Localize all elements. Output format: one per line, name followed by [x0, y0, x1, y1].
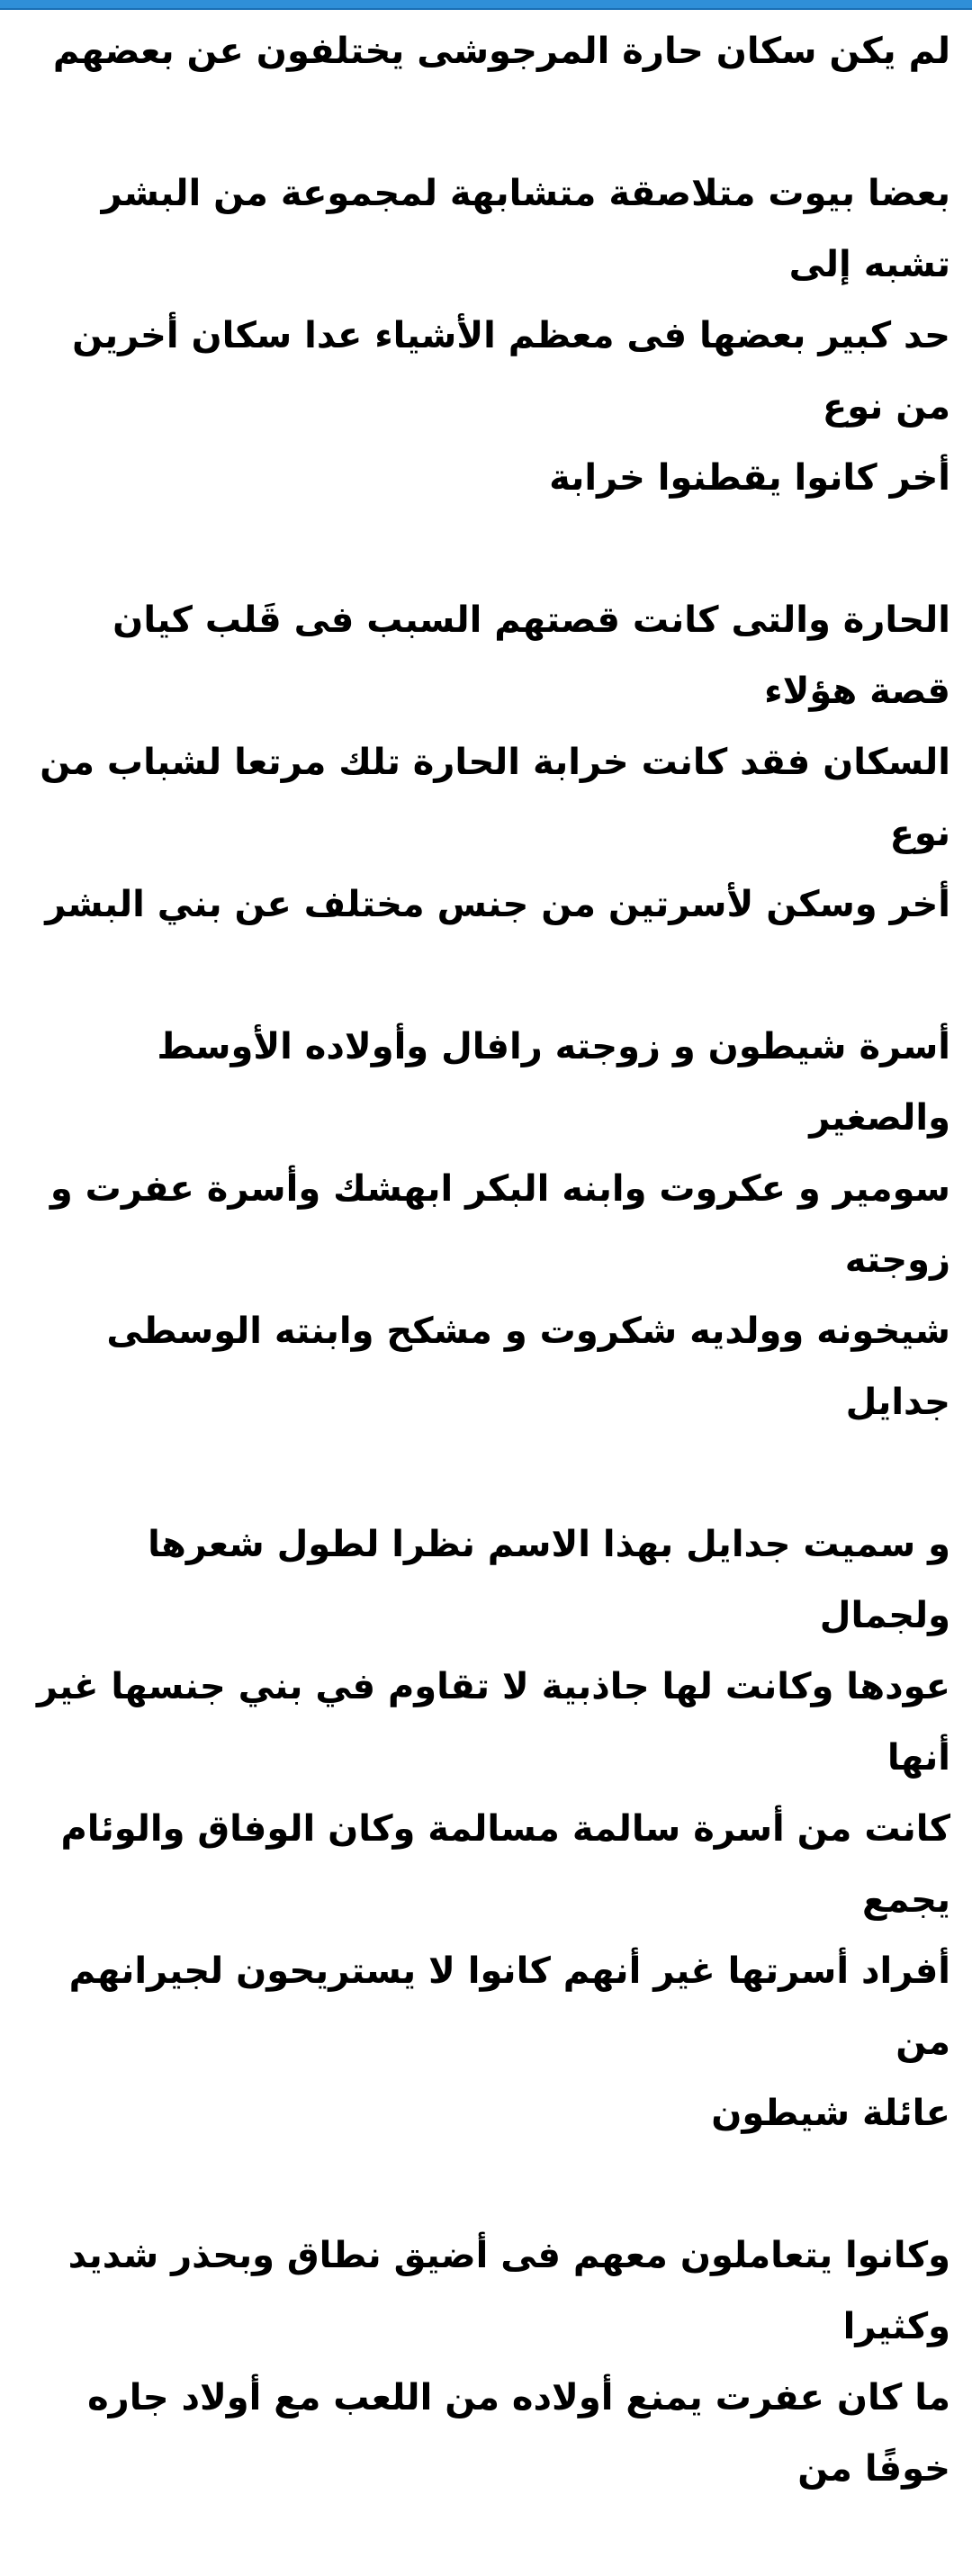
- paragraph: وكانوا يتعاملون معهم فى أضيق نطاق وبحذر شديد وكثيرا ما كان عفرت يمنع أولاده من اللعب مع أولاد جاره خوفًا من: [68, 2235, 950, 2490]
- paragraph: بعضا بيوت متلاصقة متشابهة لمجموعة من البشر تشبه إلى حد كبير بعضها فى معظم الأشياء عدا سكان أخرين من نوع أخر كانوا يقطنوا خرابة: [72, 173, 950, 499]
- paragraph: أسرة شيطون و زوجته رافال وأولاده الأوسط والصغير سومير و عكروت وابنه البكر ابهشك وأسرة عفرت و زوجته شيخونه وولديه شكروت و مشكح وابنته الوسطى جدايل: [50, 1026, 950, 1423]
- paragraph: الحارة والتى كانت قصتهم السبب فى قَلب كيان قصة هؤلاء السكان فقد كانت خرابة الحارة تلك مرتعا لشباب من نوع أخر وسكن لأسرتين من جنس مختلف عن بني البشر: [40, 599, 950, 925]
- paragraph: لم يكن سكان حارة المرجوشى يختلفون عن بعضهم: [52, 31, 950, 72]
- top-accent-bar: [0, 0, 972, 10]
- reading-content[interactable]: [22, 16, 950, 2576]
- paragraph: و سميت جدايل بهذا الاسم نظرا لطول شعرها ولجمال عودها وكانت لها جاذبية لا تقاوم في بني جنسها غير أنها كانت من أسرة سالمة مسالمة وكان الوفاق والوئام يجمع أفراد أسرتها غير أنهم كانوا لا يستريحون لجيرانهم من عائلة شيطون: [36, 1524, 950, 2134]
